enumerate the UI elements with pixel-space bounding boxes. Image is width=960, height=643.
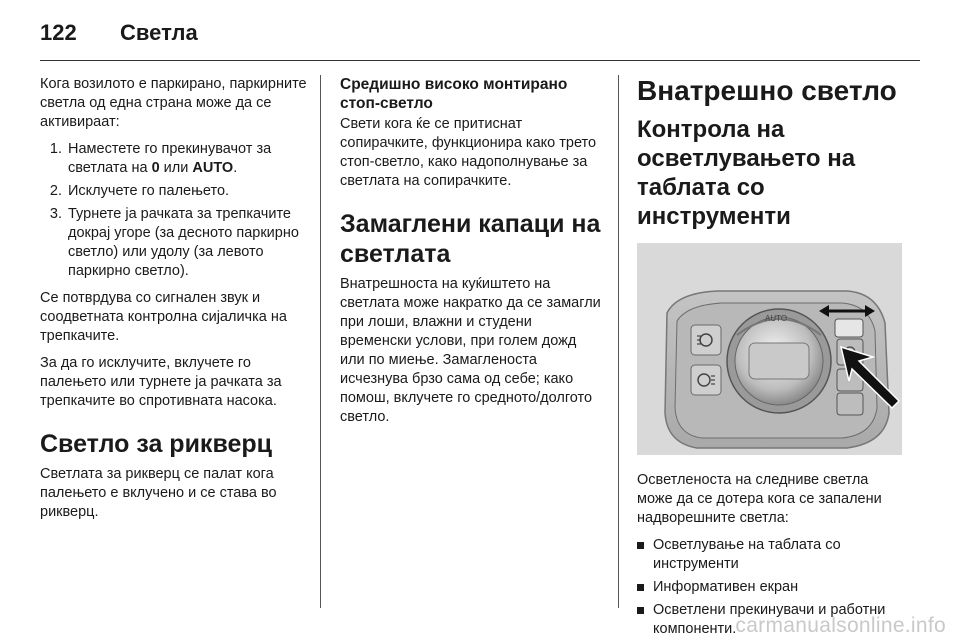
column-right [637, 75, 902, 643]
auto-label: AUTO [192, 160, 234, 176]
column-middle [340, 75, 602, 435]
column-divider [618, 75, 619, 608]
parking-intro: Кога возилото е паркирано, паркирните светла од една страна може да се активираат: [40, 76, 307, 130]
reverse-light-text: Светлата за рикверц се палат кога палењето е вклучено и се става во рикверц. [40, 466, 277, 520]
chapter-title: Светла [120, 20, 198, 45]
fogged-covers-heading: Замаглени капаци на светлата [340, 210, 601, 268]
parking-steps [40, 140, 308, 281]
light-switch-illustration [637, 243, 902, 455]
dimmer-heading: Контрола на осветлувањето на таблата со инструменти [637, 116, 856, 230]
light-switch-figure [637, 243, 902, 455]
off-text: За да го исклучите, вклучете го палењето или турнете ја рачката за трепкачите во спротивната насока. [40, 355, 282, 409]
list-item: Осветлени прекинувачи и работни компоненти. [637, 601, 902, 639]
step-item: 1. Наместете го прекинувачот за светлата на 0 или AUTO. [66, 140, 308, 178]
step-item: 3. Турнете ја рачката за трепкачите докрај угоре (за десното паркирно светло) или удолу (за левото паркирно светло). [66, 205, 308, 281]
light-off-symbol: 0 [151, 160, 160, 176]
interior-light-heading: Внатрешно светло [637, 75, 897, 106]
brightness-intro: Осветленоста на следниве светла може да се дотера кога се запалени надворешните светла: [637, 472, 882, 526]
brake-light-heading: Средишно високо монтирано стоп-светло [340, 76, 568, 112]
step-item: 2. Исклучете го палењето. [66, 182, 308, 201]
brake-light-text: Свети кога ќе се притиснат сопирачките, функционира како трето стоп-светло, како надополнување за светлата на сопирачките. [340, 116, 597, 189]
page-number: 122 [40, 20, 77, 45]
fogged-covers-text: Внатрешноста на куќиштето на светлата може накратко да се замагли при лоши, влажни и студени временски услови, при голем дожд или по миење. Замагленоста исчезнува брзо сама од себе; како помош, вклучете го средното/долгото светло. [340, 276, 601, 425]
reverse-light-heading: Светло за рикверц [40, 430, 273, 458]
page-header [40, 14, 920, 50]
watermark: carmanualsonline.info [735, 614, 946, 637]
list-item: Осветлување на таблата со инструменти [637, 536, 902, 574]
column-divider [320, 75, 321, 608]
knob-auto-label: AUTO [765, 314, 788, 323]
header-rule [40, 60, 920, 61]
list-item: Информативен екран [637, 578, 902, 597]
confirm-text: Се потврдува со сигнален звук и соодветната контролна сијаличка на трепкачите. [40, 290, 287, 344]
column-left [40, 75, 308, 530]
